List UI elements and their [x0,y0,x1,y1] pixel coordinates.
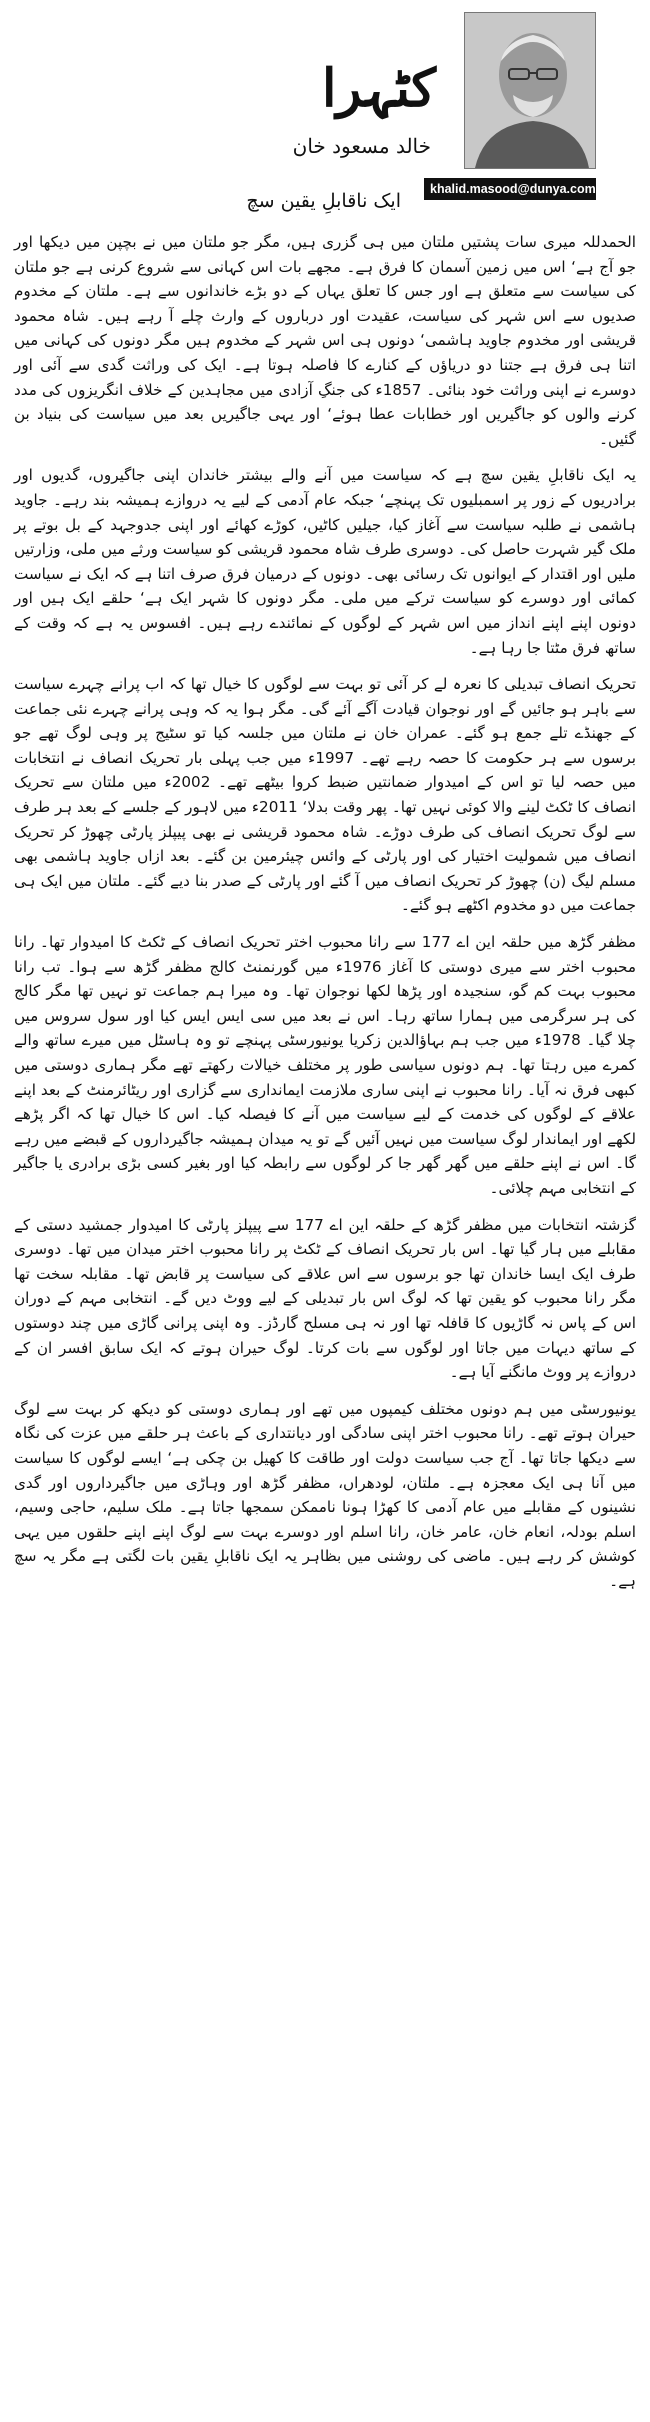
column-masthead [14,6,636,216]
paragraph-1: الحمدللہ میری سات پشتیں ملتان میں ہی گزری ہیں، مگر جو ملتان میں نے بچپن میں دیکھا اور جو آج ہے‘ اس میں زمین آسمان کا فرق ہے۔ مجھے بات اس کہانی سے شروع کرنی ہے جو ملتان کی سیاست سے متعلق ہے اور جس کا تعلق یہاں کے دو بڑے خاندانوں سے ہے۔ ملتان کے مخدوم صدیوں سے اس شہر کی سیاست، عقیدت اور درباروں کے وارث چلے آ رہے ہیں۔ شاہ محمود قریشی اور مخدوم جاوید ہاشمی‘ دونوں ہی اس شہر کے مخدوم ہیں مگر دونوں کی کہانی میں اتنا ہی فرق ہے جتنا دو دریاؤں کے کنارے کا فاصلہ ہوتا ہے۔ ایک کی وراثت گدی سے آئی اور دوسرے نے اپنی وراثت خود بنائی۔ 1857ء کی جنگِ آزادی میں مجاہدین کے خلاف انگریزوں کی مدد کرنے والوں کو جاگیریں اور خطابات عطا ہوئے‘ اور یہی جاگیریں بعد میں سیاست کی بنیاد بن گئیں۔ [14,233,636,448]
article-headline: ایک ناقابلِ یقین سچ [246,190,401,212]
paragraph-4: مظفر گڑھ میں حلقہ این اے 177 سے رانا محبوب اختر تحریک انصاف کے ٹکٹ کا امیدوار تھا۔ رانا محبوب اختر سے میری دوستی کا آغاز 1976ء میں گورنمنٹ کالج مظفر گڑھ سے ہوا۔ تب رانا محبوب بہت کم گو، سنجیدہ اور پڑھا لکھا نوجوان تھا۔ وہ میرا ہم جماعت تو نہیں تھا مگر کالج کی ہر سرگرمی میں ہمارا ساتھ رہا۔ اس نے بعد میں سی ایس ایس کیا اور سول سروس میں چلا گیا۔ 1978ء میں جب ہم بہاؤالدین زکریا یونیورسٹی پہنچے تو وہ ہاسٹل میں میرے ساتھ والے کمرے میں رہتا تھا۔ ہم دونوں سیاسی طور پر مختلف خیالات رکھتے تھے مگر ہماری دوستی میں کبھی فرق نہ آیا۔ رانا محبوب نے اپنی ساری ملازمت ایمانداری سے گزاری اور ریٹائرمنٹ کے بعد اپنے علاقے کے لوگوں کی خدمت کے لیے سیاست میں آنے کا فیصلہ کیا۔ اس کا خیال تھا کہ اگر پڑھے لکھے اور ایماندار لوگ سیاست میں نہیں آئیں گے تو یہ میدان ہمیشہ جاگیرداروں کے قبضے میں رہے گا۔ اس نے اپنے حلقے میں گھر گھر جا کر لوگوں سے رابطہ کیا اور بغیر کسی بڑی برادری یا جاگیر کے انتخابی مہم چلائی۔ [14,933,636,1197]
author-name: خالد مسعود خان [292,134,431,158]
article-body [14,230,636,1593]
author-portrait [464,12,596,169]
paragraph-3: تحریک انصاف تبدیلی کا نعرہ لے کر آئی تو بہت سے لوگوں کا خیال تھا کہ اب پرانے چہرے سیاست سے باہر ہو جائیں گے اور نوجوان قیادت آگے آئے گی۔ مگر ہوا یہ کہ وہی پرانے چہرے نئی جماعت کے جھنڈے تلے جمع ہو گئے۔ عمران خان نے ملتان میں جلسہ کیا تو سٹیج پر وہی لوگ تھے جو برسوں سے ہر حکومت کا حصہ رہے تھے۔ 1997ء میں جب پہلی بار تحریک انصاف نے انتخابات میں حصہ لیا تو اس کے امیدوار ضمانتیں ضبط کروا بیٹھے تھے۔ 2002ء میں ملتان سے تحریک انصاف کا ٹکٹ لینے والا کوئی نہیں تھا۔ پھر وقت بدلا‘ 2011ء میں لاہور کے جلسے کے بعد ہر طرف سے لوگ تحریک انصاف کی طرف دوڑے۔ شاہ محمود قریشی نے بھی پیپلز پارٹی چھوڑ کر تحریک انصاف میں شمولیت اختیار کی اور پارٹی کے وائس چیئرمین بن گئے۔ بعد ازاں جاوید ہاشمی بھی مسلم لیگ (ن) چھوڑ کر تحریک انصاف میں آ گئے اور پارٹی کے صدر بنا دیے گئے۔ ملتان میں ایک ہی جماعت میں دو مخدوم اکٹھے ہو گئے۔ [14,675,636,915]
author-email[interactable]: khalid.masood@dunya.com.pk [424,178,596,200]
author-photo-illustration [465,13,595,168]
paragraph-6: یونیورسٹی میں ہم دونوں مختلف کیمپوں میں تھے اور ہماری دوستی کو دیکھ کر بہت سے لوگ حیران ہوتے تھے۔ رانا محبوب اختر اپنی سادگی اور دیانتداری کے باعث ہر حلقے میں عزت کی نگاہ سے دیکھا جاتا تھا۔ آج جب سیاست دولت اور طاقت کا کھیل بن چکی ہے‘ ایسے لوگوں کا سیاست میں آنا ہی ایک معجزہ ہے۔ ملتان، لودھراں، مظفر گڑھ اور وہاڑی میں جاگیرداروں اور گدی نشینوں کے مقابلے میں عام آدمی کا کھڑا ہونا ناممکن سمجھا جاتا ہے۔ ملک سلیم، حاجی وسیم، اسلم بودلہ، انعام خان، عامر خان، رانا اسلم اور دوسرے بہت سے لوگ اپنے اپنے حلقوں میں یہی کوشش کر رہے ہیں۔ ماضی کی روشنی میں بظاہر یہ ایک ناقابلِ یقین بات لگتی ہے مگر یہ سچ ہے۔ [14,1399,636,1590]
column-title: کٹہرا [321,58,436,119]
paragraph-2: یہ ایک ناقابلِ یقین سچ ہے کہ سیاست میں آنے والے بیشتر خاندان اپنی جاگیروں، گدیوں اور برادریوں کے زور پر اسمبلیوں تک پہنچے‘ جبکہ عام آدمی کے لیے یہ دروازے ہمیشہ بند رہے۔ جاوید ہاشمی نے طلبہ سیاست سے آغاز کیا، جیلیں کاٹیں، کوڑے کھائے اور اپنی جدوجہد کے بل بوتے پر ملک گیر شہرت حاصل کی۔ دوسری طرف شاہ محمود قریشی کو سیاست ورثے میں ملی، وزارتیں ملیں اور اقتدار کے ایوانوں تک رسائی بھی۔ دونوں کے درمیان فرق صرف اتنا ہے کہ ایک نے سیاست کمائی اور دوسرے کو سیاست ترکے میں ملی۔ مگر دونوں کا شہر ایک ہے‘ حلقے ایک ہیں اور دونوں اپنے اپنے انداز میں اس شہر کے لوگوں کے نمائندے رہے ہیں۔ افسوس یہ ہے کہ وقت کے ساتھ فرق مٹتا جا رہا ہے۔ [14,466,636,657]
paragraph-5: گزشتہ انتخابات میں مظفر گڑھ کے حلقہ این اے 177 سے پیپلز پارٹی کا امیدوار جمشید دستی کے مقابلے میں ہار گیا تھا۔ اس بار تحریک انصاف کے ٹکٹ پر رانا محبوب اختر میدان میں تھا۔ دوسری طرف ایک ایسا خاندان تھا جو برسوں سے اس علاقے کی سیاست پر قابض تھا۔ مقابلہ سخت تھا مگر رانا محبوب کو یقین تھا کہ لوگ اس بار تبدیلی کے لیے ووٹ دیں گے۔ انتخابی مہم کے دوران اس کے پاس نہ گاڑیوں کا قافلہ تھا اور نہ ہی مسلح گارڈز۔ وہ اپنی پرانی گاڑی میں چند دوستوں کے ساتھ دیہات میں جاتا اور لوگوں سے بات کرتا۔ لوگ حیران ہوتے کہ ایک سابق افسر ان کے دروازے پر ووٹ مانگنے آیا ہے۔ [14,1215,636,1382]
